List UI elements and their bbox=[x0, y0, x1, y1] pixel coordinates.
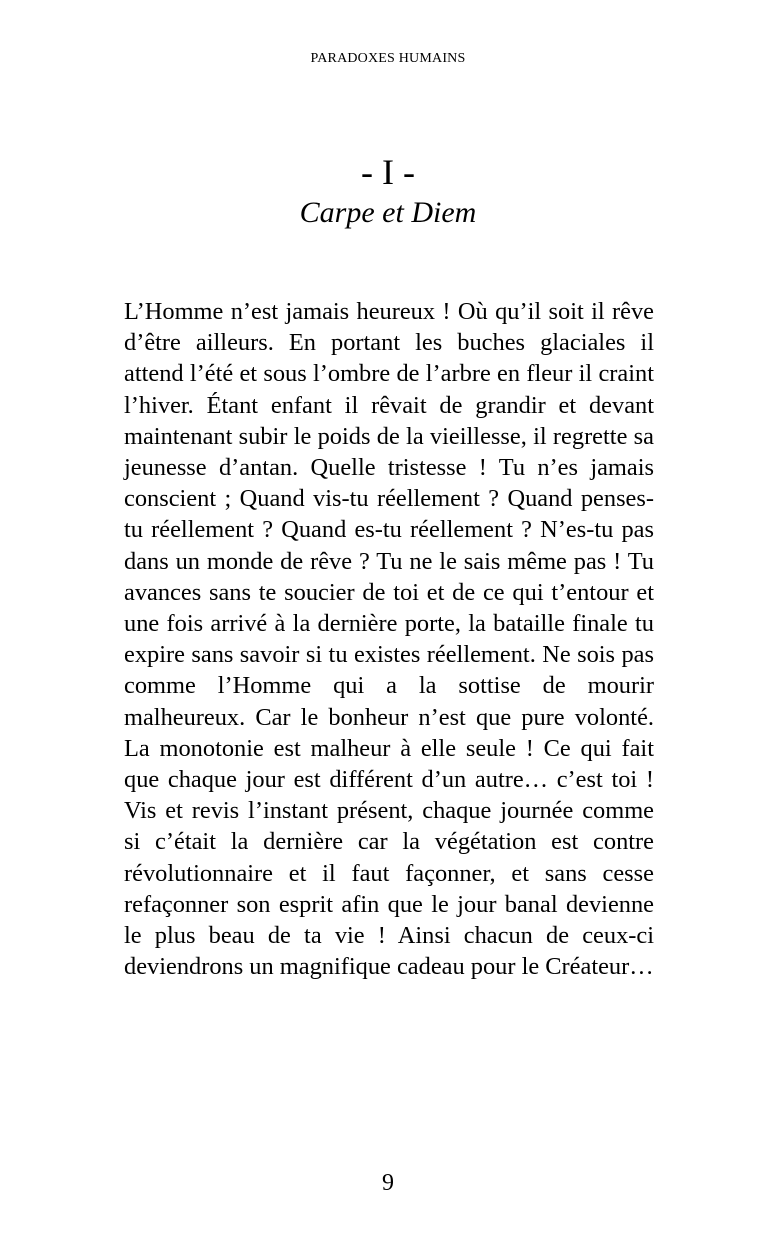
page-number: 9 bbox=[382, 1170, 394, 1196]
running-header: PARADOXES HUMAINS bbox=[310, 51, 466, 66]
body-paragraph: L’Homme n’est jamais heureux ! Où qu’il soit il rêve d’être ailleurs. En portant les buches glaciales il attend l’été et sous l’ombre de l’arbre en fleur il craint l’hiver. Étant enfant il rêvait de grandir et devant maintenant subir le poids de la vieillesse, il regrette sa jeunesse d’antan. Quelle tristesse ! Tu n’es jamais conscient ; Quand vis-tu réellement ? Quand penses-tu réellement ? Quand es-tu réellement ? N’es-tu pas dans un monde de rêve ? Tu ne le sais même pas ! Tu avances sans te soucier de toi et de ce qui t’entour et une fois arrivé à la dernière porte, la bataille finale tu expire sans savoir si tu existes réellement. Ne sois pas comme l’Homme qui a la sottise de mourir malheureux. Car le bonheur n’est que pure volonté. La monotonie est malheur à elle seule ! Ce qui fait que chaque jour est différent d’un autre… c’est toi ! Vis et revis l’instant présent, chaque journée comme si c’était la dernière car la végétation est contre révolutionnaire et il faut façonner, et sans cesse refaçonner son esprit afin que le jour banal devienne le plus beau de ta vie ! Ainsi chacun de ceux-ci deviendrons un magnifique cadeau pour le Créateur… bbox=[124, 298, 654, 981]
chapter-title: Carpe et Diem bbox=[299, 196, 477, 229]
chapter-number: - I - bbox=[361, 152, 415, 192]
